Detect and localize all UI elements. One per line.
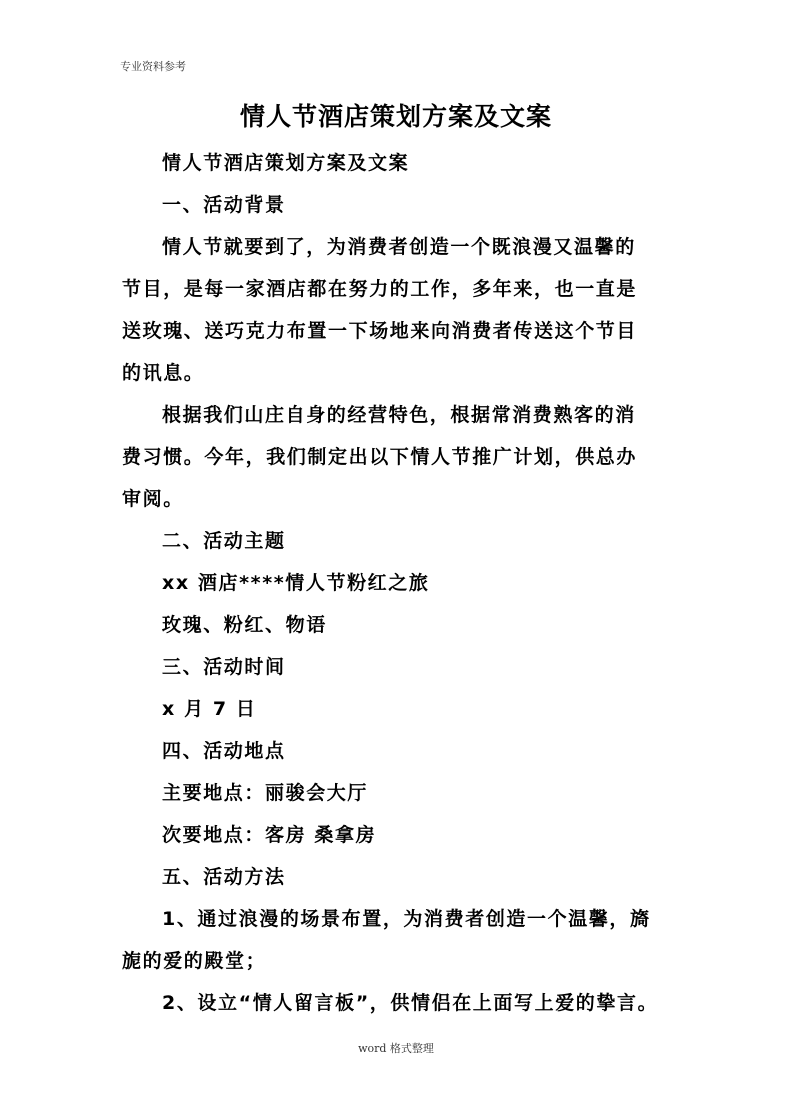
paragraph-line: 费习惯。今年，我们制定出以下情人节推广计划，供总办 bbox=[122, 446, 638, 468]
location-line: 次要地点：客房 桑拿房 bbox=[162, 824, 377, 846]
section-heading-method: 五、活动方法 bbox=[162, 866, 286, 888]
theme-line: 玫瑰、粉红、物语 bbox=[162, 614, 327, 636]
paragraph-line: 的讯息。 bbox=[122, 362, 205, 384]
method-line: 旎的爱的殿堂； bbox=[122, 950, 267, 972]
paragraph-line: 送玫瑰、送巧克力布置一下场地来向消费者传送这个节目 bbox=[122, 320, 638, 342]
paragraph-line: 审阅。 bbox=[122, 488, 184, 510]
section-heading-time: 三、活动时间 bbox=[162, 656, 286, 678]
section-heading-location: 四、活动地点 bbox=[162, 740, 286, 762]
paragraph-line: 根据我们山庄自身的经营特色，根据常消费熟客的消 bbox=[162, 404, 636, 426]
paragraph-line: 情人节就要到了，为消费者创造一个既浪漫又温馨的 bbox=[162, 236, 636, 258]
date-line: x 月 7 日 bbox=[162, 698, 257, 720]
paragraph-line: 节目，是每一家酒店都在努力的工作，多年来，也一直是 bbox=[122, 278, 638, 300]
subtitle-line: 情人节酒店策划方案及文案 bbox=[162, 152, 410, 174]
section-heading-theme: 二、活动主题 bbox=[162, 530, 286, 552]
footer-note: word 格式整理 bbox=[358, 1042, 434, 1055]
method-line: 1、通过浪漫的场景布置，为消费者创造一个温馨，旖 bbox=[162, 908, 651, 930]
document-title: 情人节酒店策划方案及文案 bbox=[239, 102, 552, 131]
header-note: 专业资料参考 bbox=[120, 60, 186, 73]
location-line: 主要地点：丽骏会大厅 bbox=[162, 782, 369, 804]
section-heading-background: 一、活动背景 bbox=[162, 194, 286, 216]
theme-line: xx 酒店****情人节粉红之旅 bbox=[162, 572, 430, 594]
method-line: 2、设立“情人留言板”，供情侣在上面写上爱的挚言。 bbox=[162, 992, 659, 1014]
